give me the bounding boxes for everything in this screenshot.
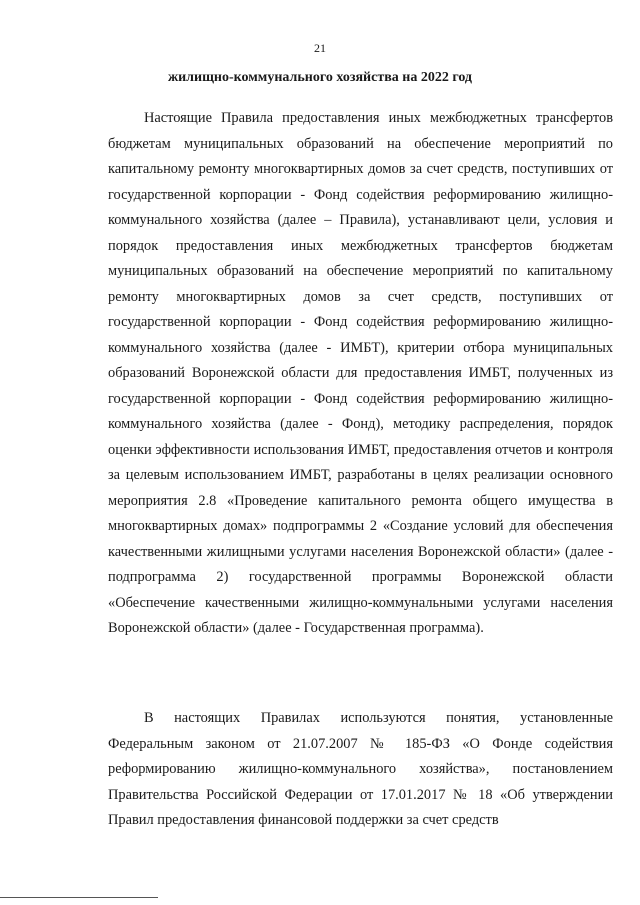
page-number: 21 xyxy=(314,41,326,55)
section-heading: жилищно-коммунального хозяйства на 2022 год xyxy=(167,70,473,85)
paragraph-1: Настоящие Правила предоставления иных межбюджетных трансфертов бюджетам муниципальных образований на обеспечение мероприятий по капитальному ремонту многоквартирных домов за счет средств, поступивших от государственной корпорации - Фонд содействия реформированию жилищно-коммунального хозяйства (далее – Правила), устанавливают цели, условия и порядок предоставления иных межбюджетных трансфертов бюджетам муниципальных образований на обеспечение мероприятий по капитальному ремонту многоквартирных домов за счет средств, поступивших от государственной корпорации - Фонд содействия реформированию жилищно-коммунального хозяйства (далее - ИМБТ), критерии отбора муниципальных образований Воронежской области для предоставления ИМБТ, полученных из государственной корпорации - Фонд содействия реформированию жилищно-коммунального хозяйства (далее - Фонд), методику распределения, порядок оценки эффективности использования ИМБТ, предоставления отчетов и контроля за целевым использованием ИМБТ, разработаны в целях реализации основного мероприятия 2.8 «Проведение капитального ремонта общего имущества в многоквартирных домах» подпрограммы 2 «Создание условий для обеспечения качественными жилищными услугами населения Воронежской области» (далее - подпрограмма 2) государственной программы Воронежской области «Обеспечение качественными жилищно-коммунальными услугами населения Воронежской области» (далее - Государственная программа). xyxy=(108,110,613,636)
paragraph-block-1 xyxy=(108,106,613,642)
paragraph-2: В настоящих Правилах используются понятия, установленные Федеральным законом от 21.07.2007 № 185-ФЗ «О Фонде содействия реформированию жилищно-коммунального хозяйства», постановлением Правительства Российской Федерации от 17.01.2017 № 18 «Об утверждении Правил предоставления финансовой поддержки за счет средств xyxy=(108,710,613,828)
footnote-divider xyxy=(0,897,158,898)
paragraph-block-2 xyxy=(108,706,613,834)
